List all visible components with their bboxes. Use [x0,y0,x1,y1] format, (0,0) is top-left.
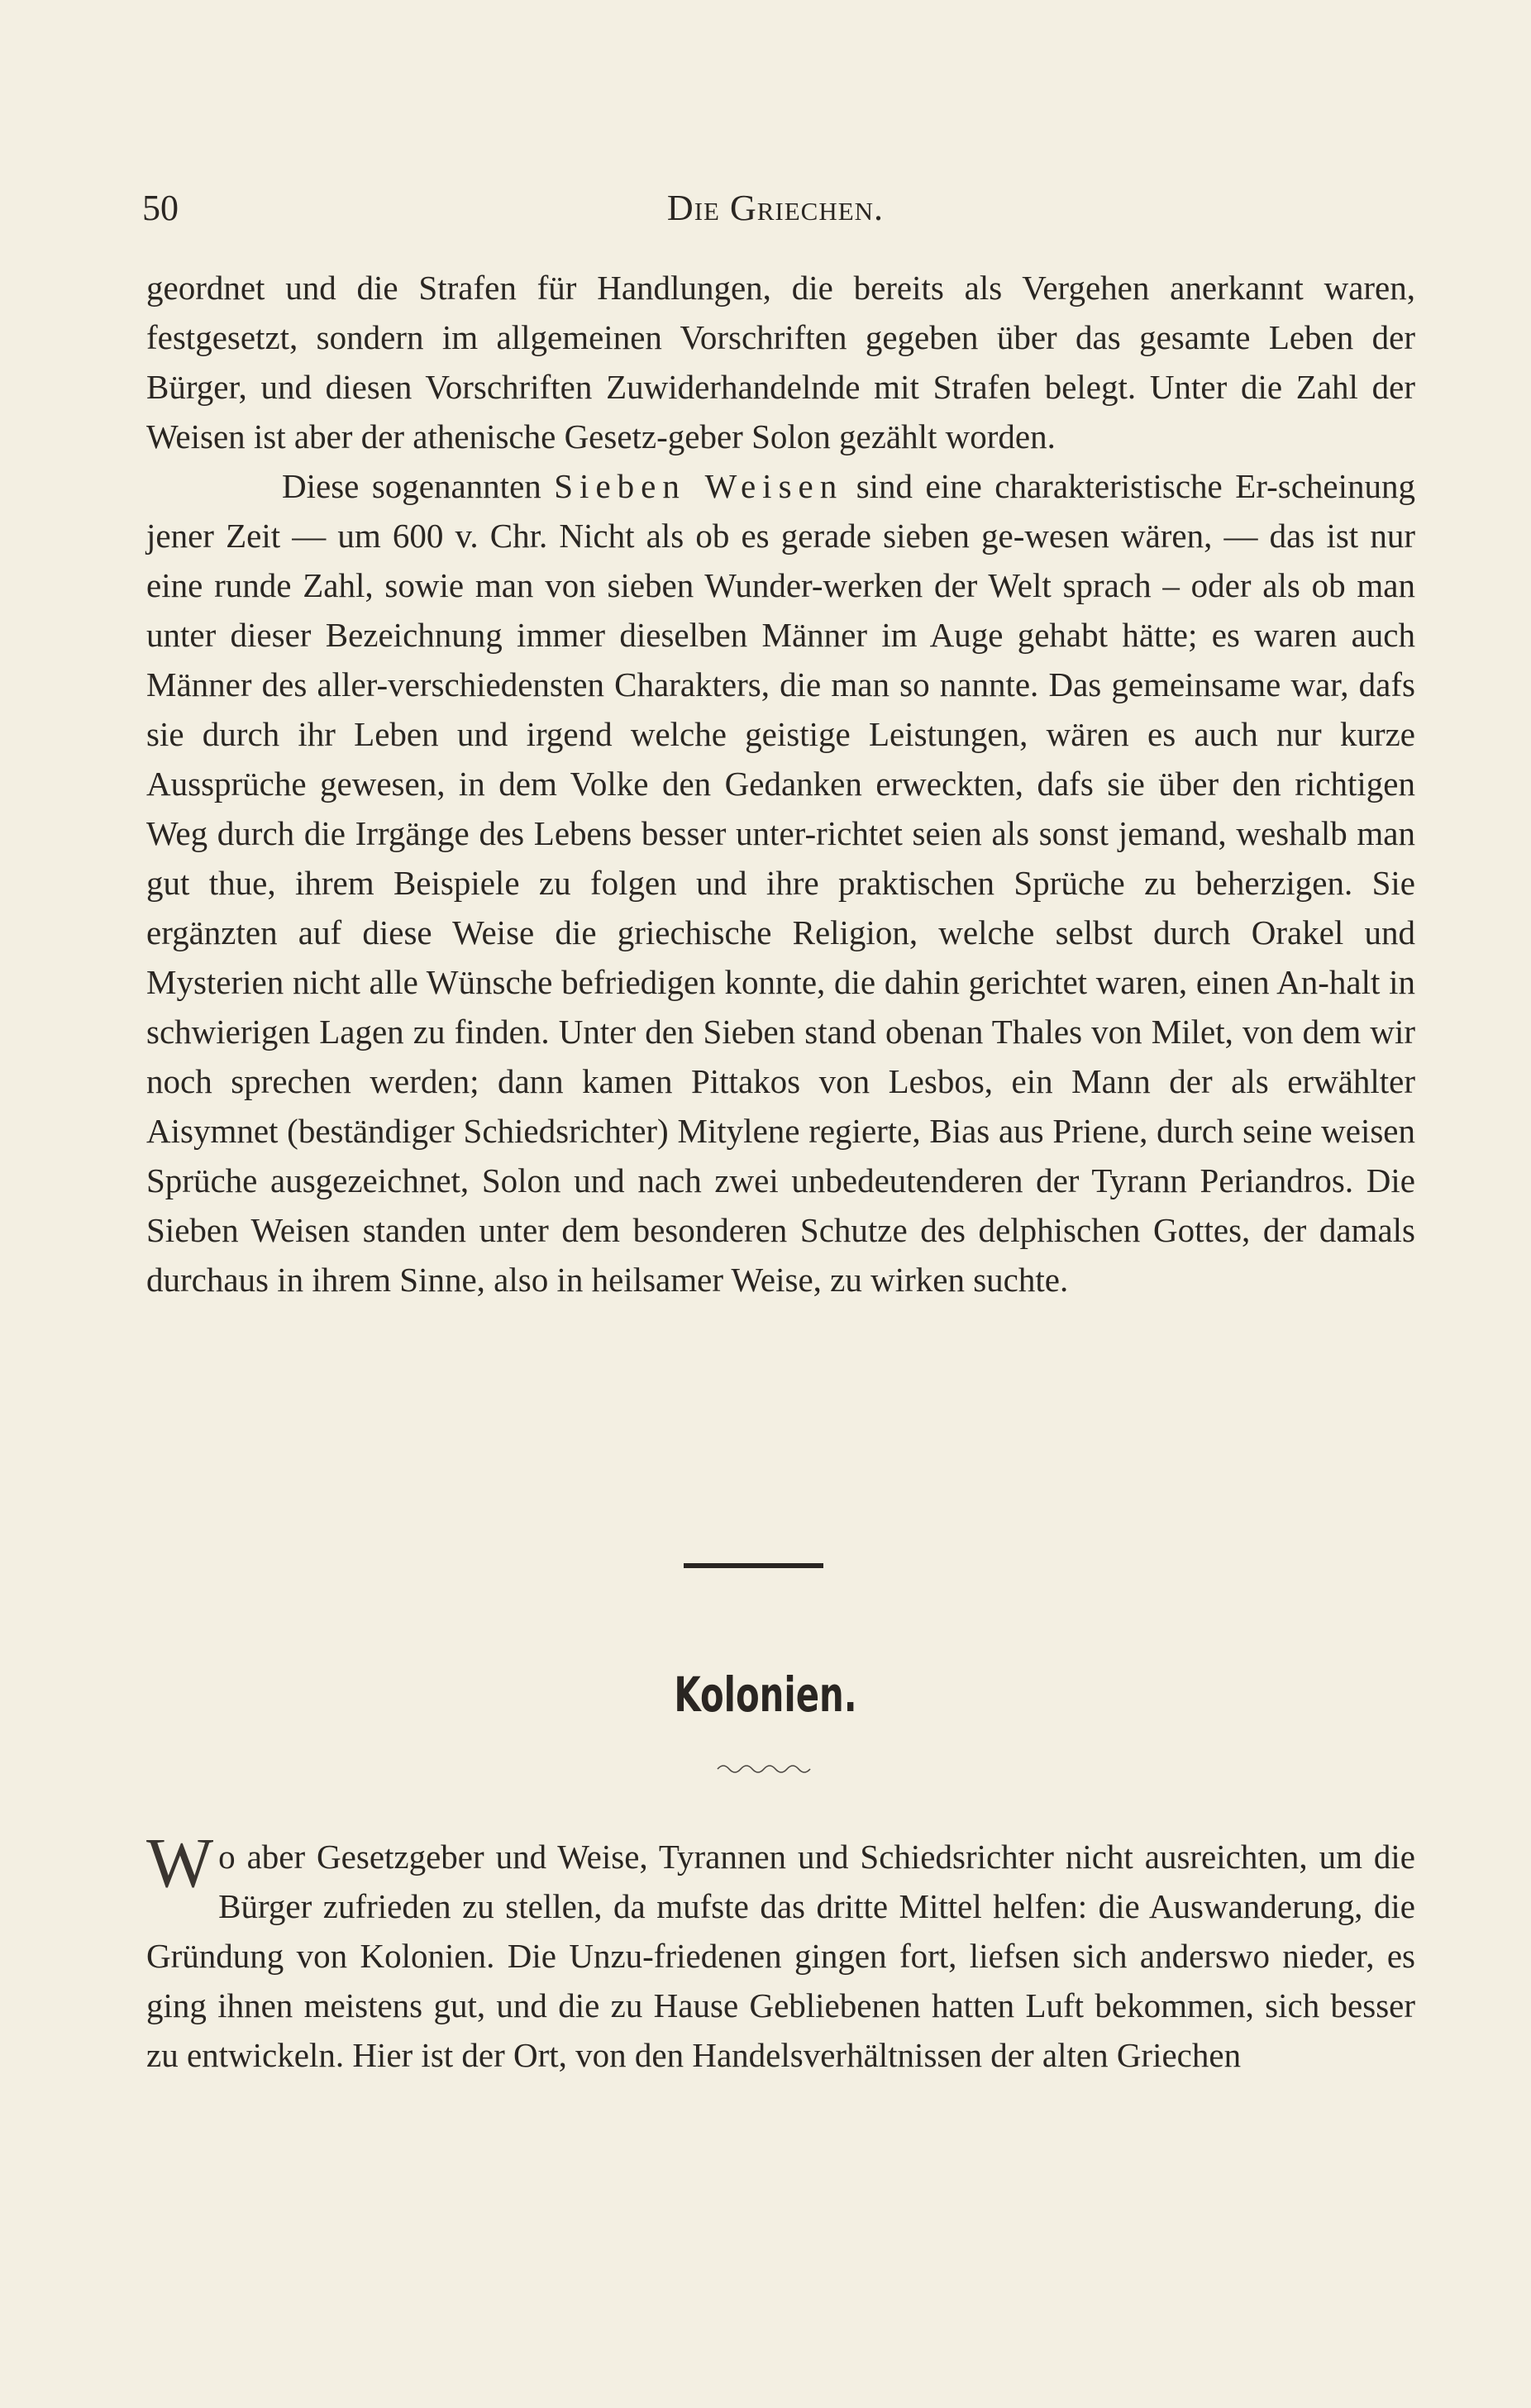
page-number: 50 [142,188,179,228]
page-header [142,184,1409,233]
section-text [146,1823,1415,2080]
paragraph-text-before: Diese sogenannten [282,467,555,505]
paragraph-kolonien-text: o aber Gesetzgeber und Weise, Tyrannen und Schiedsrichter nicht ausreichten, um die Bürger zufrieden zu stellen, da mufste das dritte Mittel helfen: die Auswanderung, die Gründung von Kolonien. Die Unzu-friedenen gingen fort, liefsen sich anderswo nieder, es ging ihnen meistens gut, und die zu Hause Gebliebenen hatten Luft bekommen, sich besser zu entwickeln. Hier ist der Ort, von den Handelsverhältnissen der alten Griechen [146,1838,1415,2074]
paragraph-sieben-weisen [146,461,1415,1304]
drop-cap: W [146,1823,214,1902]
body-text [146,263,1415,1304]
paragraph-kolonien [146,1823,1415,2080]
paragraph-continuation: geordnet und die Strafen für Handlungen, die bereits als Vergehen anerkannt waren, festgesetzt, sondern im allgemeinen Vorschriften gegeben über das gesamte Leben der Bürger, und diesen Vorschriften Zuwiderhandelnde mit Strafen belegt. Unter die Zahl der Weisen ist aber der athenische Gesetz-geber Solon gezählt worden. [146,269,1415,455]
section-divider-rule [684,1563,823,1568]
section-heading: Kolonien. [674,1667,857,1723]
emphasis-sieben-weisen: Sieben Weisen [554,467,844,505]
wave-ornament-icon [716,1759,815,1776]
paragraph-text-after: sind eine charakteristische Er-scheinung jener Zeit — um 600 v. Chr. Nicht als ob es gerade sieben ge-wesen wären, — das ist nur eine runde Zahl, sowie man von sieben Wunder-werken der Welt sprach – oder als ob man unter dieser Bezeichnung immer dieselben Männer im Auge gehabt hätte; es waren auch Männer des aller-verschiedensten Charakters, die man so nannte. Das gemeinsame war, dafs sie durch ihr Leben und irgend welche geistige Leistungen, wären es auch nur kurze Aussprüche gewesen, in dem Volke den Gedanken erweckten, dafs sie über den richtigen Weg durch die Irrgänge des Lebens besser unter-richtet seien als sonst jemand, weshalb man gut thue, ihrem Beispiele zu folgen und ihre praktischen Sprüche zu beherzigen. Sie ergänzten auf diese Weise die griechische Religion, welche selbst durch Orakel und Mysterien nicht alle Wünsche befriedigen konnte, die dahin gerichtet waren, einen An-halt in schwierigen Lagen zu finden. Unter den Sieben stand obenan Thales von Milet, von dem wir noch sprechen werden; dann kamen Pittakos von Lesbos, ein Mann der als erwählter Aisymnet (beständiger Schiedsrichter) Mitylene regierte, Bias aus Priene, durch seine weisen Sprüche ausgezeichnet, Solon und nach zwei unbedeutenderen der Tyrann Periandros. Die Sieben Weisen standen unter dem besonderen Schutze des delphischen Gottes, der damals durchaus in ihrem Sinne, also in heilsamer Weise, zu wirken suchte. [146,467,1416,1299]
running-title: Die Griechen. [666,188,885,228]
